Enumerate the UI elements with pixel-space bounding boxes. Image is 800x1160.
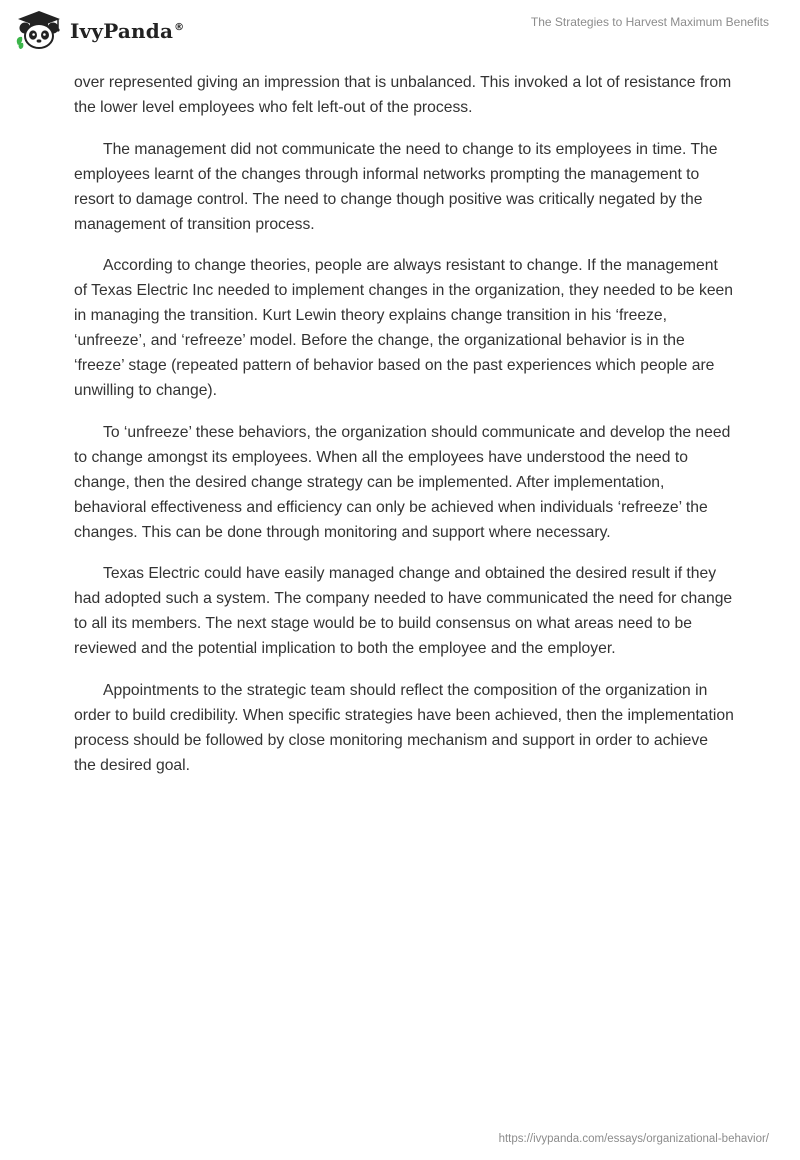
ivypanda-logo[interactable] [14,9,184,51]
paragraph: The management did not communicate the need to change to its employees in time. The employees learnt of the changes through informal networks prompting the management to resort to damage control. The need to change though positive was critically negated by the management of transition process. [74,140,718,233]
paragraph: Texas Electric could have easily managed change and obtained the desired result if they had adopted such a system. The company needed to have communicated the need for change to all its members. The next stage would be to build consensus on what areas need to be reviewed and the potential implication to both the employee and the employer. [74,565,733,658]
essay-body [74,71,734,796]
paragraph: To ‘unfreeze’ these behaviors, the organization should communicate and develop the need to change amongst its employees. When all the employees have understood the need to change, then the desired change strategy can be implemented. After implementation, behavioral effectiveness and efficiency can only be achieved when individuals ‘refreeze’ the changes. This can be done through monitoring and support where necessary. [74,423,731,541]
logo-name: IvyPanda [70,19,174,43]
panda-graduation-cap-icon [14,9,64,51]
source-url-link[interactable]: https://ivypanda.com/essays/organizational-behavior/ [498,1133,769,1145]
paragraph-continued: over represented giving an impression that is unbalanced. This invoked a lot of resistance from the lower level employees who felt left-out of the process. [74,74,732,116]
paragraph: According to change theories, people are always resistant to change. If the management of Texas Electric Inc needed to implement changes in the organization, they needed to be keen in managing the transition. Kurt Lewin theory explains change transition in his ‘freeze, ‘unfreeze’, and ‘refreeze’ model. Before the change, the organizational behavior is in the ‘freeze’ stage (repeated pattern of behavior based on the past experiences which people are unwilling to change). [74,257,734,399]
document-title: The Strategies to Harvest Maximum Benefits [530,15,769,29]
registered-mark: ® [174,22,185,34]
page-header [0,0,800,70]
logo-wordmark [70,19,184,43]
paragraph: Appointments to the strategic team should reflect the composition of the organization in order to build credibility. When specific strategies have been achieved, then the implementation process should be followed by close monitoring mechanism and support in order to achieve the desired goal. [74,682,734,774]
